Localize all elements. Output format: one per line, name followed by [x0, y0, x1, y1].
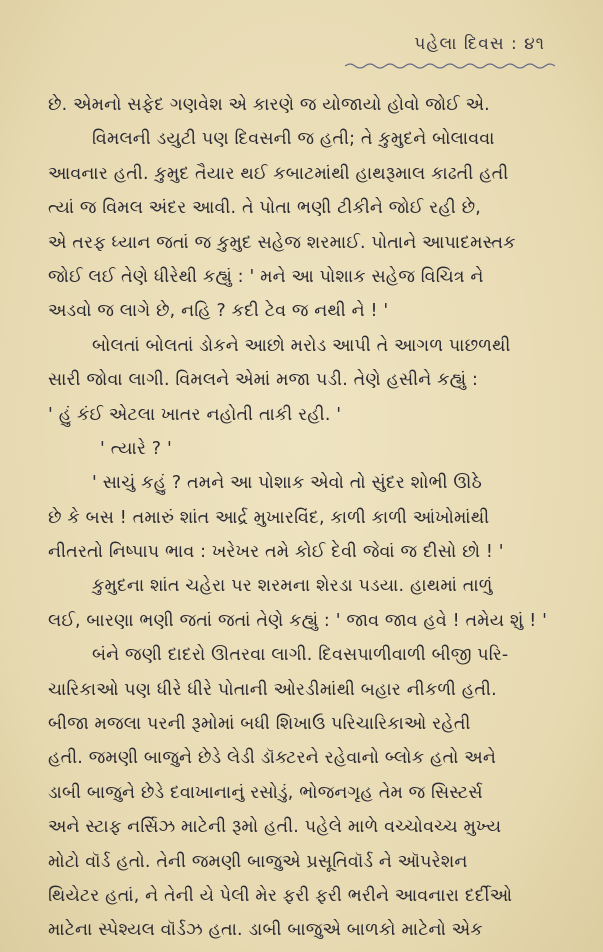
- text-line: અને સ્ટાફ નર્સિઝ માટેની રૂમો હતી. પહેલે માળે વચ્ચોવચ્ચ મુખ્ય: [48, 817, 502, 838]
- text-line: આવનાર હતી. કુમુદ તૈયાર થઈ કબાટમાંથી હાથરૂમાલ કાઢતી હતી: [48, 163, 509, 184]
- running-head-underline: [345, 61, 555, 71]
- text-line: સારી જોવા લાગી. વિમલને એમાં મજા પડી. તેણે હસીને કહ્યું :: [48, 370, 479, 391]
- text-line: ડાબી બાજુને છેડે દવાખાનાનું રસોડું, ભોજનગૃહ તેમ જ સિસ્ટર્સ: [48, 782, 483, 803]
- text-line: હતી. જમણી બાજુને છેડે લેડી ડૉક્ટરને રહેવાનો બ્લોક હતો અને: [48, 748, 497, 769]
- text-line: ત્યાં જ વિમલ અંદર આવી. તે પોતા ભણી ટીકીને જોઈ રહી છે,: [48, 198, 481, 219]
- text-line: બોલતાં બોલતાં ડોકને આછો મરોડ આપી તે આગળ પાછળથી: [92, 335, 511, 356]
- text-line: અડવો જ લાગે છે, નહિ ? કદી ટેવ જ નથી ને ! ': [48, 301, 389, 322]
- text-line: લઈ, બારણા ભણી જતાં જતાં તેણે કહ્યું : ' જાવ જાવ હવે ! તમેય શું ! ': [48, 610, 548, 631]
- text-line: કુમુદના શાંત ચહેરા પર શરમના શેરડા પડયા. હાથમાં તાળું: [92, 576, 493, 597]
- text-line: જોઈ લઈ તેણે ધીરેથી કહ્યું : ' મને આ પોશાક સહેજ વિચિત્ર ને: [48, 266, 484, 287]
- text-line: વિમલની ડયુટી પણ દિવસની જ હતી; તે કુમુદને બોલાવવા: [92, 129, 495, 150]
- text-line: બંને જણી દાદરો ઊતરવા લાગી. દિવસપાળીવાળી બીજી પરિ-: [92, 645, 509, 666]
- text-line: બીજા મજલા પરની રૂમોમાં બધી શિખાઉ પરિચારિકાઓ રહેતી: [48, 714, 471, 735]
- text-line: ' ત્યારે ? ': [100, 438, 172, 459]
- text-line: ' હું કંઈ એટલા ખાતર નહોતી તાકી રહી. ': [48, 404, 342, 425]
- text-line: ' સાચું કહું ? તમને આ પોશાક એવો તો સુંદર શોભી ઊઠે: [92, 473, 482, 494]
- body-text: [48, 88, 576, 948]
- text-line: નીતરતો નિષ્પાપ ભાવ : ખરેખર તમે કોઈ દેવી જેવાં જ દીસો છો ! ': [48, 542, 504, 563]
- text-line: માટેના સ્પેશ્યલ વૉર્ડઝ હતા. ડાબી બાજુએ બાળકો માટેનો એક: [48, 920, 483, 941]
- text-line: મોટો વૉર્ડ હતો. તેની જમણી બાજુએ પ્રસૂતિવૉર્ડ ને ઑપરેશન: [48, 851, 468, 872]
- text-line: ચારિકાઓ પણ ધીરે ધીરે પોતાની ઓરડીમાંથી બહાર નીકળી હતી.: [48, 679, 497, 700]
- running-head: પહેલા દિવસ : ૪૧: [414, 34, 545, 54]
- text-line: છે. એમનો સફેદ ગણવેશ એ કારણે જ યોજાયો હોવો જોઈ એ.: [48, 95, 490, 115]
- text-line: એ તરફ ધ્યાન જતાં જ કુમુદ સહેજ શરમાઈ. પોતાને આપાદમસ્તક: [48, 232, 516, 253]
- text-line: છે કે બસ ! તમારું શાંત આર્દ્ર મુખારવિંદ, કાળી કાળી આંખોમાંથી: [48, 507, 490, 528]
- text-line: થિયેટર હતાં, ને તેની યે પેલી મેર ફરી ફરી ભરીને આવનારા દર્દીઓ: [48, 885, 513, 906]
